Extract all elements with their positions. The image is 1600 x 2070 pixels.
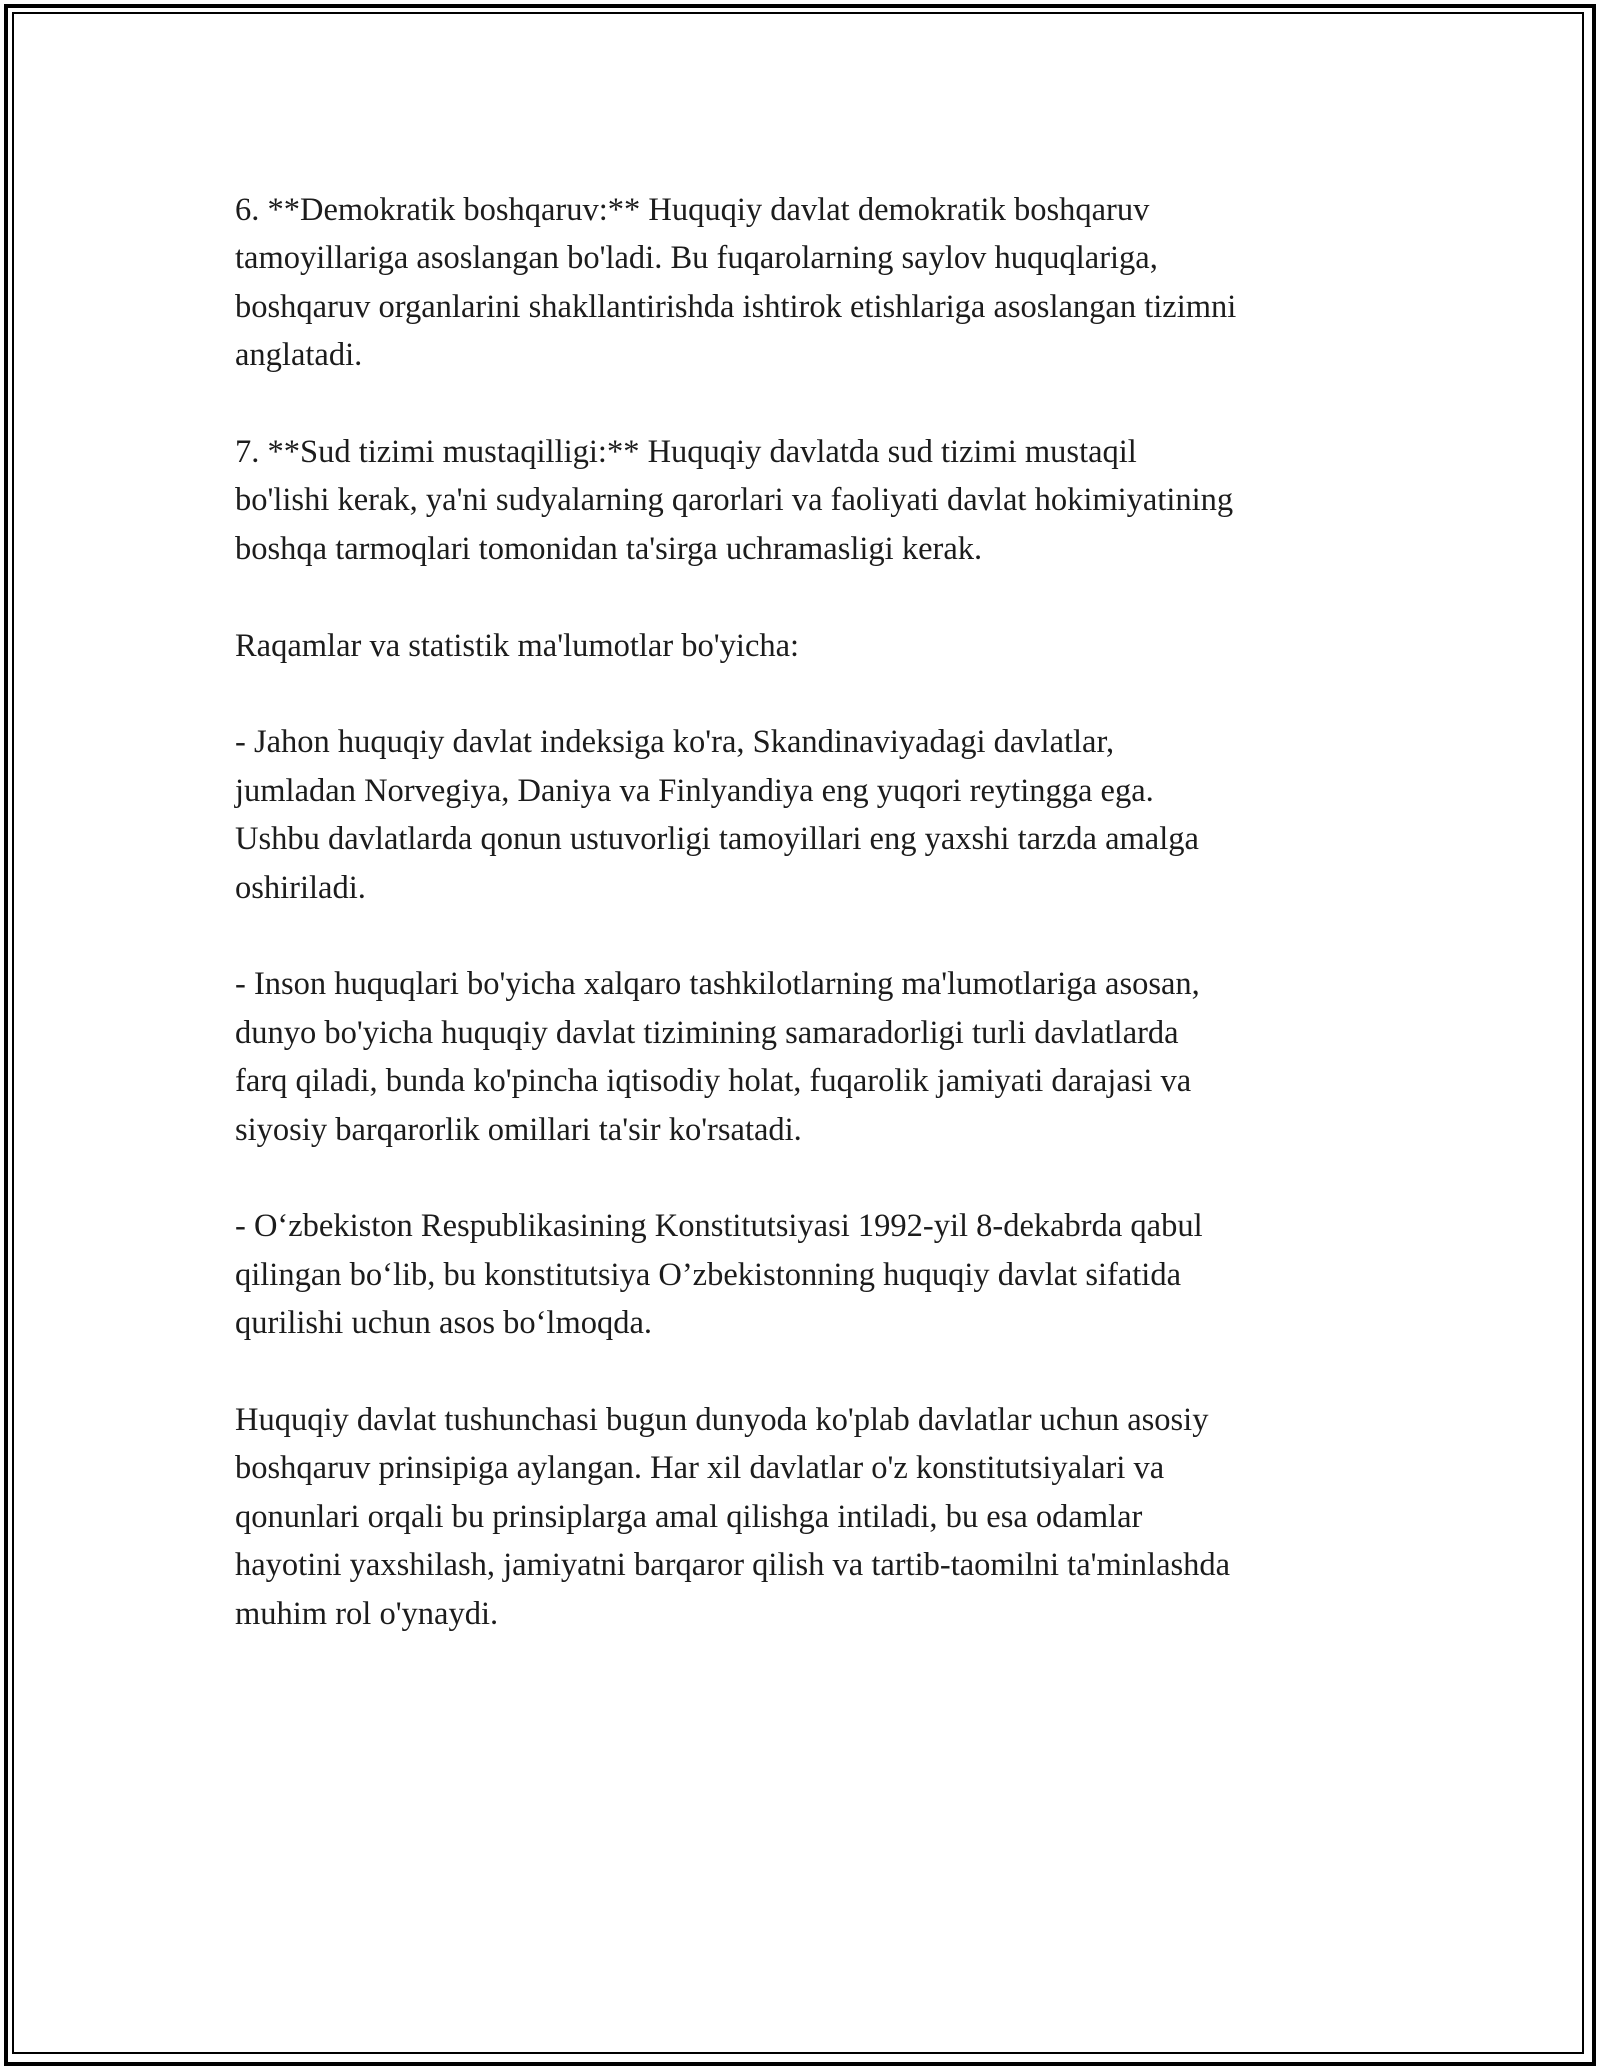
paragraph-democratic-governance: 6. **Demokratik boshqaruv:** Huquqiy davlat demokratik boshqaruv tamoyillariga asoslangan bo'ladi. Bu fuqarolarning saylov huquqlariga, boshqaruv organlarini shakllantirishda ishtirok etishlariga asoslangan tizimni anglatadi.: [235, 192, 1237, 374]
paragraph-rule-of-law-index: - Jahon huquqiy davlat indeksiga ko'ra, Skandinaviyadagi davlatlar, jumladan Norvegiya, Daniya va Finlyandiya eng yuqori reytingga ega. Ushbu davlatlarda qonun ustuvorligi tamoyillari eng yaxshi tarzda amalga oshiriladi.: [235, 724, 1199, 906]
paragraph-statistics-heading: Raqamlar va statistik ma'lumotlar bo'yicha:: [235, 627, 800, 664]
paragraph-conclusion: Huquqiy davlat tushunchasi bugun dunyoda ko'plab davlatlar uchun asosiy boshqaruv prinsipiga aylangan. Har xil davlatlar o'z konstitutsiyalari va qonunlari orqali bu prinsiplarga amal qilishga intiladi, bu esa odamlar hayotini yaxshilash, jamiyatni barqaror qilish va tartib-taomilni ta'minlashda muhim rol o'ynaydi.: [235, 1402, 1231, 1632]
paragraph-human-rights-data: - Inson huquqlari bo'yicha xalqaro tashkilotlarning ma'lumotlariga asosan, dunyo bo'yicha huquqiy davlat tizimining samaradorligi turli davlatlarda farq qiladi, bunda ko'pincha iqtisodiy holat, fuqarolik jamiyati darajasi va siyosiy barqarorlik omillari ta'sir ko'rsatadi.: [235, 966, 1200, 1148]
paragraph-uzbekistan-constitution: - O‘zbekiston Respublikasining Konstitutsiyasi 1992-yil 8-dekabrda qabul qilingan bo‘lib, bu konstitutsiya O’zbekistonning huquqiy davlat sifatida qurilishi uchun asos bo‘lmoqda.: [235, 1208, 1203, 1342]
document-body: [235, 186, 1395, 1638]
paragraph-judicial-independence: 7. **Sud tizimi mustaqilligi:** Huquqiy davlatda sud tizimi mustaqil bo'lishi kerak, ya'ni sudyalarning qarorlari va faoliyati davlat hokimiyatining boshqa tarmoqlari tomonidan ta'sirga uchramasligi kerak.: [235, 434, 1234, 567]
